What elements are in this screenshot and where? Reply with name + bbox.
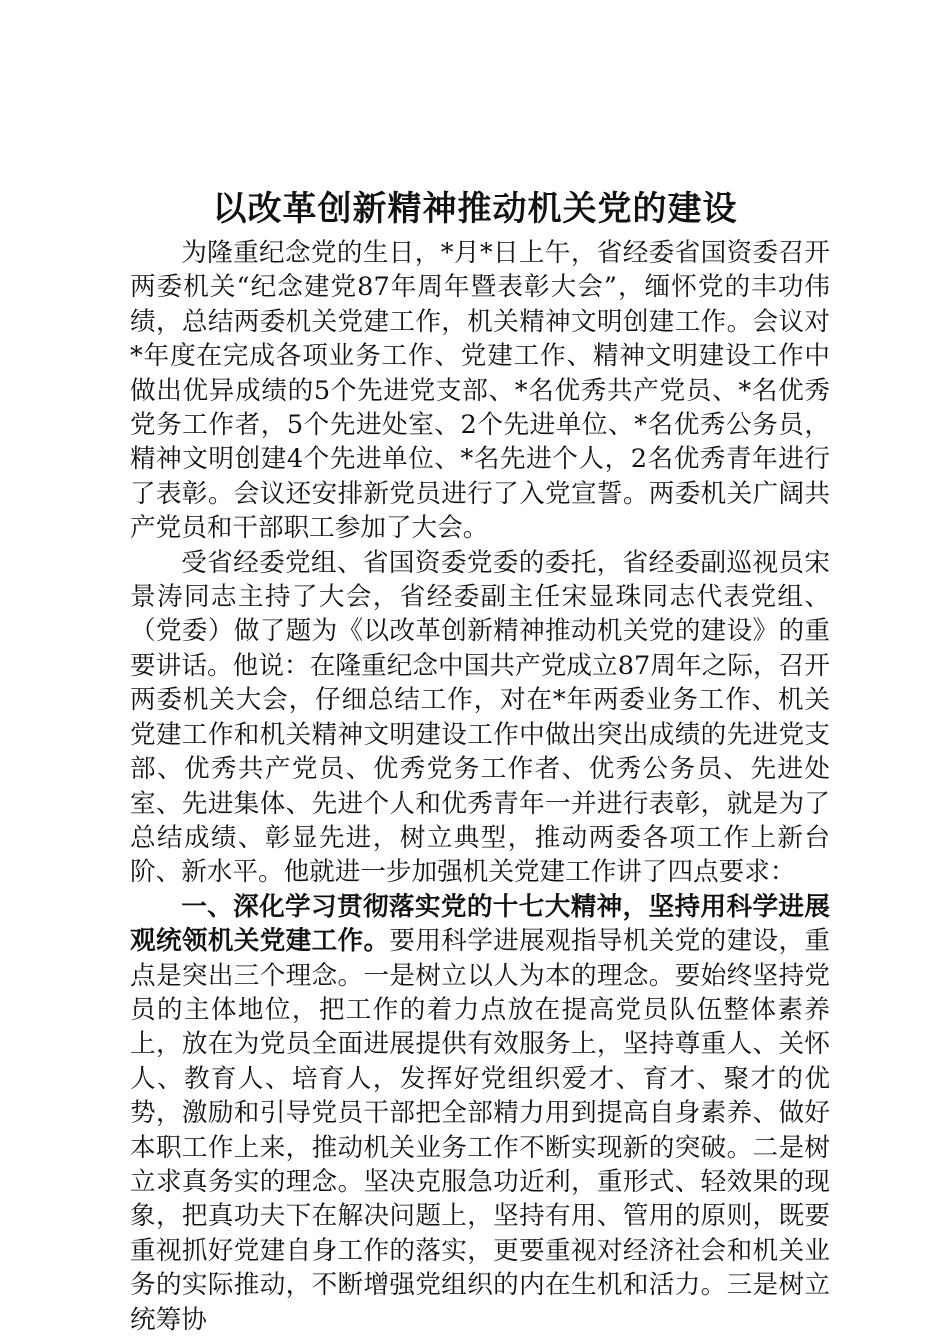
paragraph-text: 受省经委党组、省国资委党委的委托，省经委副巡视员宋景涛同志主持了大会，省经委副主任宋显珠同志代表党组、（党委）做了题为《以改革创新精神推动机关党的建设》的重要讲话。他说：在隆重纪念中国共产党成立87周年之际，召开两委机关大会，仔细总结工作，对在*年两委业务工作、机关党建工作和机关精神文明建设工作中做出突出成绩的先进党支部、优秀共产党员、优秀党务工作者、优秀公务员、先进处室、先进集体、先进个人和优秀青年一并进行表彰，就是为了总结成绩、彰显先进，树立典型，推动两委各项工作上新台阶、新水平。他就进一步加强机关党建工作讲了四点要求： [130, 547, 830, 888]
paragraph [130, 546, 830, 890]
document-title: 以改革创新精神推动机关党的建设 [212, 189, 738, 229]
paragraph-text: 要用科学进展观指导机关党的建设，重点是突出三个理念。一是树立以人为本的理念。要始终坚持党员的主体地位，把工作的着力点放在提高党员队伍整体素养上，放在为党员全面进展提供有效服务上，坚持尊重人、关怀人、教育人、培育人，发挥好党组织爱才、育才、聚才的优势，激励和引导党员干部把全部精力用到提高自身素养、做好本职工作上来，推动机关业务工作不断实现新的突破。二是树立求真务实的理念。坚决克服急功近利，重形式、轻效果的现象，把真功夫下在解决问题上，坚持有用、管用的原则，既要重视抓好党建自身工作的落实，更要重视对经济社会和机关业务的实际推动，不断增强党组织的内在生机和活力。三是树立统筹协 [130, 926, 830, 1335]
paragraph-lead-heading: 一、深化学习贯彻落实党的十七大精神，坚持用科学进展观统领机关党建工作。 [130, 891, 830, 957]
paragraph [130, 236, 830, 546]
document-body [130, 236, 830, 1337]
paragraph [130, 890, 830, 1337]
paragraph-text: 为隆重纪念党的生日，*月*日上午，省经委省国资委召开两委机关“纪念建党87年周年暨表彰大会”，缅怀党的丰功伟绩，总结两委机关党建工作，机关精神文明创建工作。会议对*年度在完成各项业务工作、党建工作、精神文明建设工作中做出优异成绩的5个先进党支部、*名优秀共产党员、*名优秀党务工作者，5个先进处室、2个先进单位、*名优秀公务员，精神文明创建4个先进单位、*名先进个人，2名优秀青年进行了表彰。会议还安排新党员进行了入党宣誓。两委机关广阔共产党员和干部职工参加了大会。 [130, 238, 830, 544]
